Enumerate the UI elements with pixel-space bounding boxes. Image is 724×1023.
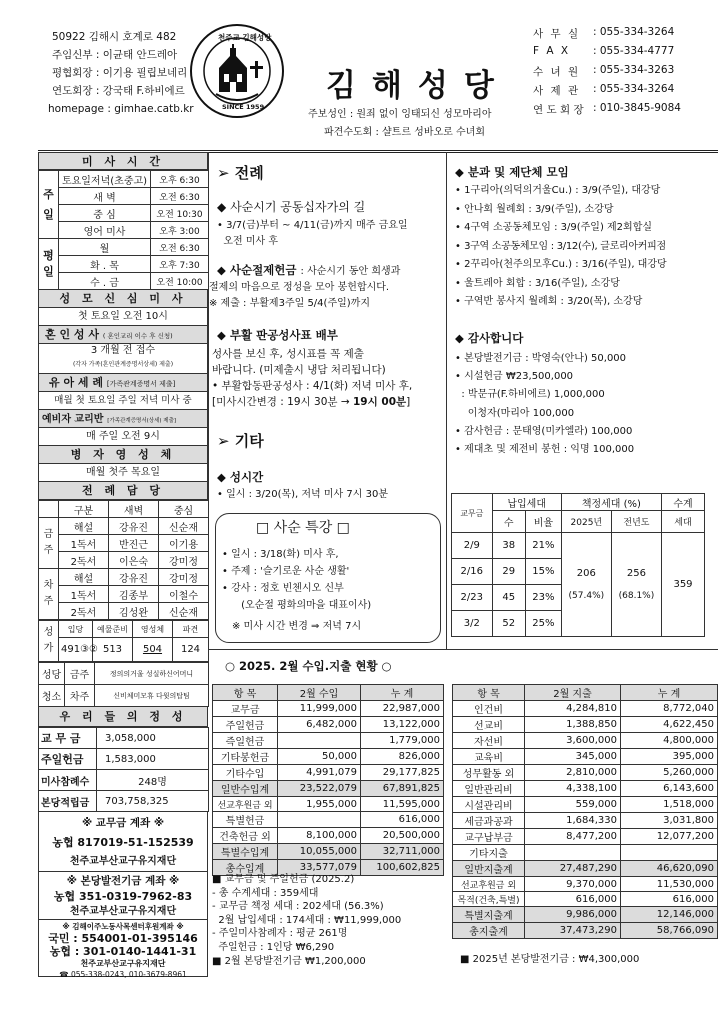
- tithe-table: 교무금 납입세대 책정세대 (%) 수계 수 비율 2025년 전년도 세대 2/9 38 21% 206 (57.4%) 256 (68.1%) 359 2/16 29 15% 2/23 45 23% 3/2 52 25%: [451, 493, 705, 637]
- finance-row: [453, 892, 718, 907]
- item-label: 총수입계: [213, 860, 278, 876]
- item-label: 시설관리비: [453, 797, 525, 813]
- item-label: 일반관리비: [453, 781, 525, 797]
- mass-name: 화 . 목: [59, 256, 151, 273]
- item-amount: 8,477,200: [525, 829, 621, 845]
- item-amount: 3,600,000: [525, 733, 621, 749]
- church-logo: [190, 24, 284, 118]
- lent-lecture-details: • 일시 : 3/18(화) 미사 후, • 주제 : '슬기로운 사순 생활' • 강사 : 정호 빈첸시오 신부 (오순절 평화의마을 대표이사): [222, 549, 372, 611]
- item-amount: 37,473,290: [525, 923, 621, 939]
- finance-row: [213, 765, 444, 781]
- homepage-link[interactable]: homepage : gimhae.catb.kr: [48, 103, 194, 115]
- item-amount: 13,122,000: [361, 717, 444, 733]
- mass-name: 중 심: [59, 205, 151, 222]
- item-amount: 50,000: [278, 749, 361, 765]
- easter-confession-title: ◆ 부활 판공성사표 배부: [217, 328, 338, 342]
- item-amount: 4,622,450: [621, 717, 718, 733]
- item-label: 기타지출: [453, 845, 525, 861]
- finance-row: [213, 844, 444, 860]
- finance-row: [453, 701, 718, 717]
- lent-lecture-title: □ 사순 특강 □: [256, 520, 350, 536]
- sick-title: 병 자 영 성 체: [38, 446, 208, 464]
- item-amount: 2,810,000: [525, 765, 621, 781]
- this-week-label: 금주: [39, 518, 59, 569]
- finance-row: [213, 733, 444, 749]
- finance-title: ○ 2025. 2월 수입.지출 현황 ○: [225, 659, 392, 673]
- offering-title: 우 리 들 의 정 성: [38, 707, 208, 727]
- item-amount: 1,388,850: [525, 717, 621, 733]
- stations-text: • 3/7(금)부터 ~ 4/11(금)까지 매주 금요일 오전 미사 후: [217, 220, 408, 247]
- lent-offering-title: ◆ 사순절제헌금 : 사순시기 동안 희생과: [217, 263, 401, 277]
- finance-row: [453, 845, 718, 861]
- dev-fund-total: ■ 2025년 본당발전기금 : ₩4,300,000: [460, 954, 640, 965]
- item-label: 특별헌금: [213, 812, 278, 828]
- finance-row: [453, 923, 718, 939]
- groups-list: • 1구리아(의덕의거울Cu.) : 3/9(주일), 대강당 • 안나회 월례회 : 3/9(주일), 소강당 • 4구역 소공동체모임 : 3/9(주일) 제2회합실 • 3구역 소공동체모임 : 3/12(수), 글로리아커피점 • 2꾸리아(천주의모후Cu.) : 3/16(주일), 대강당 • 울트레아 회합 : 3/16(주일), 소강당 • 구역반 봉사지 월례회 : 3/20(목), 소강당: [455, 185, 667, 307]
- item-amount: 1,955,000: [278, 797, 361, 812]
- item-amount: 616,000: [621, 892, 718, 907]
- mass-time: 오후 7:30: [151, 256, 209, 273]
- infant-text: 매월 첫 토요일 주일 저녁 미사 중: [38, 392, 208, 410]
- tithe-prev: 256 (68.1%): [611, 533, 661, 637]
- finance-row: [453, 861, 718, 877]
- offering-table: 교 무 금 3,058,000 주일헌금 1,583,000 미사참례수 248명 본당적립금 703,758,325: [38, 727, 209, 812]
- column-header: 항 목: [213, 685, 278, 701]
- dev-fund-account: ※ 본당발전기금 계좌 ※ 농협 351-0319-7962-83 천주교부산교구유지재단: [38, 872, 208, 920]
- mass-time: 오전 6:30: [151, 188, 209, 205]
- contact-convent: 수 녀 원 : 055-334-3263: [533, 64, 675, 78]
- weekday-label: 평일: [39, 239, 59, 290]
- finance-header-row: [213, 685, 444, 701]
- item-amount: 9,370,000: [525, 877, 621, 892]
- item-amount: 11,595,000: [361, 797, 444, 812]
- liturgy-column: [208, 152, 447, 649]
- item-label: 교구납부금: [453, 829, 525, 845]
- logo-since: SINCE 1959: [222, 103, 265, 111]
- item-amount: 6,482,000: [278, 717, 361, 733]
- item-amount: 4,800,000: [621, 733, 718, 749]
- lent-lecture-note: ※ 미사 시간 변경 ⇒ 저녁 7시: [232, 621, 362, 632]
- finance-row: [453, 781, 718, 797]
- item-amount: 20,500,000: [361, 828, 444, 844]
- item-amount: 826,000: [361, 749, 444, 765]
- column-header: 2월 지출: [525, 685, 621, 701]
- income-table: [212, 684, 444, 876]
- item-amount: 11,999,000: [278, 701, 361, 717]
- item-amount: 5,260,000: [621, 765, 718, 781]
- item-label: 특별지출계: [453, 907, 525, 923]
- item-amount: 345,000: [525, 749, 621, 765]
- hymn-label: 성가: [39, 621, 59, 662]
- item-amount: 4,284,810: [525, 701, 621, 717]
- column-header: 누 계: [621, 685, 718, 701]
- address: 50922 김해시 호계로 482: [52, 31, 177, 43]
- column-header: 2월 수입: [278, 685, 361, 701]
- item-label: 총지출계: [453, 923, 525, 939]
- lent-lecture-box: [215, 513, 441, 643]
- item-amount: 58,766,090: [621, 923, 718, 939]
- duty-table: 구분 새벽 중심 금주 해설 강유진 신순재 1독서 반진근 이기용 2독서 이은숙 강미정 차주 해설 강유진 강미정 1독서 김종부 이철수 2독서 김성완 신순재: [38, 500, 209, 620]
- item-label: 기타봉헌금: [213, 749, 278, 765]
- item-label: 선교비: [453, 717, 525, 733]
- item-amount: 3,031,800: [621, 813, 718, 829]
- item-amount: 9,986,000: [525, 907, 621, 923]
- item-label: 자선비: [453, 733, 525, 749]
- item-label: 인건비: [453, 701, 525, 717]
- left-column: [38, 152, 208, 979]
- marriage-title: 혼 인 성 사 ( 혼인교리 이수 후 신청): [38, 326, 208, 344]
- mass-time: 오전 6:30: [151, 239, 209, 256]
- tithe-2025: 206 (57.4%): [561, 533, 611, 637]
- item-amount: [278, 733, 361, 749]
- item-label: 교육비: [453, 749, 525, 765]
- column-header: 항 목: [453, 685, 525, 701]
- expense-table: [452, 684, 718, 939]
- item-label: 목적(건축,특별): [453, 892, 525, 907]
- religious-order: 파견수도회 : 샬트르 성바오로 수녀회: [324, 127, 485, 138]
- finance-divider: [208, 649, 718, 650]
- item-label: 선교후원금 외: [453, 877, 525, 892]
- finance-row: [213, 781, 444, 797]
- item-amount: 559,000: [525, 797, 621, 813]
- sunday-label: 주일: [39, 171, 59, 239]
- finance-row: [213, 701, 444, 717]
- finance-header-row: [453, 685, 718, 701]
- pastor: 주임신부 : 이균태 안드레아: [52, 49, 178, 61]
- mass-name: 토요일저녁(초중고): [59, 171, 151, 188]
- item-amount: 67,891,825: [361, 781, 444, 797]
- item-label: 세금과공과: [453, 813, 525, 829]
- item-amount: 33,577,079: [278, 860, 361, 876]
- item-amount: 29,177,825: [361, 765, 444, 781]
- item-amount: 4,338,100: [525, 781, 621, 797]
- finance-row: [453, 765, 718, 781]
- infant-title: 유 아 세 례 [가족관계증명서 제출]: [38, 374, 208, 392]
- item-amount: 1,518,000: [621, 797, 718, 813]
- item-label: 일반수입계: [213, 781, 278, 797]
- contact-yeondo: 연 도 회 장 : 010-3845-9084: [533, 102, 681, 116]
- item-amount: 616,000: [525, 892, 621, 907]
- item-label: 교무금: [213, 701, 278, 717]
- item-amount: 23,522,079: [278, 781, 361, 797]
- item-amount: [525, 845, 621, 861]
- thanks-title: ◆ 감사합니다: [455, 331, 524, 345]
- sungmo-title: 성 모 신 심 미 사: [38, 290, 208, 308]
- duty-title: 전 례 담 당: [38, 482, 208, 500]
- contact-fax: F A X : 055-334-4777: [533, 45, 675, 57]
- finance-row: [213, 812, 444, 828]
- mass-name: 새 벽: [59, 188, 151, 205]
- item-amount: 1,684,330: [525, 813, 621, 829]
- mass-name: 수 . 금: [59, 273, 151, 290]
- item-label: 특별수입계: [213, 844, 278, 860]
- tithe-account: ※ 교무금 계좌 ※ 농협 817019-51-152539 천주교부산교구유지재단: [38, 812, 208, 872]
- patron-saint: 주보성인 : 원죄 없이 잉태되신 성모마리아: [308, 109, 492, 120]
- finance-row: [453, 829, 718, 845]
- etc-heading: ➢ 기타: [217, 432, 264, 450]
- item-label: 기타수입: [213, 765, 278, 781]
- finance-row: [453, 733, 718, 749]
- contact-office: 사 무 실 : 055-334-3264: [533, 26, 675, 40]
- thanks-list: • 본당발전기금 : 박영숙(안나) 50,000 • 시설헌금 ₩23,500,000 : 박문규(F.하비에르) 1,000,000 이청자(마리아 100,000 • 감사헌금 : 문태영(미카엘라) 100,000 • 제대초 및 제전비 봉헌 : 익명 100,000: [455, 353, 635, 456]
- item-label: 건축헌금 외: [213, 828, 278, 844]
- finance-row: [453, 749, 718, 765]
- finance-row: [453, 877, 718, 892]
- item-amount: [621, 845, 718, 861]
- groups-title: ◆ 분과 및 제단체 모임: [455, 165, 569, 179]
- sick-text: 매월 첫주 목요일: [38, 464, 208, 482]
- marriage-info: 3 개월 전 접수 (각자 가족(혼인관계증명서상세) 제출): [38, 344, 208, 374]
- mass-times-table: [38, 170, 209, 290]
- mass-times-title: 미 사 시 간: [38, 152, 208, 170]
- finance-row: [213, 797, 444, 812]
- liturgy-heading: ➢ 전례: [217, 164, 264, 182]
- mass-time: 오후 3:00: [151, 222, 209, 239]
- easter-confession-text: 성사를 보신 후, 성시표를 꼭 제출 바랍니다. (미제출시 냉담 처리됩니다) • 부활합동판공성사 : 4/1(화) 저녁 미사 후, [미사시간변경 : 19시 30분 → 19시 00분]: [212, 348, 413, 408]
- mass-name: 영어 미사: [59, 222, 151, 239]
- item-amount: 616,000: [361, 812, 444, 828]
- holy-hour-text: • 일시 : 3/20(목), 저녁 미사 7시 30분: [217, 489, 388, 500]
- hymn-table: 성가 입당 예물준비 영성체 파견 491③② 513 504 124: [38, 620, 209, 662]
- item-amount: 395,000: [621, 749, 718, 765]
- prep-text: 매 주일 오전 9시: [38, 428, 208, 446]
- item-label: 성무활동 외: [453, 765, 525, 781]
- cleaning-table: 성당 금주 정의의거울 성실하신어머니 청소 차주 신비체미모휴 다윗의탑팀: [38, 662, 209, 707]
- header: [40, 26, 720, 150]
- finance-row: [213, 717, 444, 733]
- column-header: 누 계: [361, 685, 444, 701]
- finance-row: [453, 813, 718, 829]
- holy-hour-title: ◆ 성시간: [217, 470, 264, 484]
- item-amount: 11,530,000: [621, 877, 718, 892]
- logo-text: 천주교 김해성당: [218, 33, 272, 42]
- item-label: 선교후원금 외: [213, 797, 278, 812]
- item-amount: 46,620,090: [621, 861, 718, 877]
- finance-row: [453, 717, 718, 733]
- item-amount: 12,146,000: [621, 907, 718, 923]
- item-amount: 10,055,000: [278, 844, 361, 860]
- finance-notes: ■ 교무금 및 주일헌금 (2025.2) - 총 수계세대 : 359세대 - 교무금 책정 세대 : 202세대 (56.3%) 2월 납입세대 : 174세대 : ₩11,999,000 - 주일미사참례자 : 평균 261명 주일헌금 : 1인당 ₩6,290 ■ 2월 본당발전기금 ₩1,200,000: [212, 874, 402, 967]
- yeondo-president: 연도회장 : 강국태 F.하비에르: [52, 85, 185, 97]
- mass-time: 오후 6:30: [151, 171, 209, 188]
- item-amount: 32,711,000: [361, 844, 444, 860]
- item-amount: 27,487,290: [525, 861, 621, 877]
- lent-offering-text: 절제의 마음으로 정성을 모아 봉헌합시다. ※ 제출 : 부활제3주일 5/4(주일)까지: [209, 282, 390, 309]
- sungmo-text: 첫 토요일 오전 10시: [38, 308, 208, 326]
- finance-row: [213, 749, 444, 765]
- finance-row: [453, 797, 718, 813]
- item-label: 일반지출계: [453, 861, 525, 877]
- item-amount: 12,077,200: [621, 829, 718, 845]
- item-amount: 1,779,000: [361, 733, 444, 749]
- migrant-account: ※ 김해이주노동사목센터후원계좌 ※ 국민 : 554001-01-395146 농협 : 301-0140-1441-31 천주교부산교구유지재단 ☎ 055-338-0243, 010-3679-8961: [38, 920, 208, 977]
- item-amount: 8,772,040: [621, 701, 718, 717]
- mass-time: 오전 10:30: [151, 205, 209, 222]
- stations-title: ◆ 사순시기 공동십자가의 길: [217, 200, 366, 214]
- item-amount: 4,991,079: [278, 765, 361, 781]
- mass-name: 월: [59, 239, 151, 256]
- item-label: 주일헌금: [213, 717, 278, 733]
- council-president: 평협회장 : 이기용 필립보네리: [52, 67, 188, 79]
- item-amount: 6,143,600: [621, 781, 718, 797]
- finance-row: [213, 828, 444, 844]
- contact-rectory: 사 제 관 : 055-334-3264: [533, 83, 675, 97]
- next-week-label: 차주: [39, 569, 59, 620]
- mass-time: 오전 10:00: [151, 273, 209, 290]
- item-amount: 100,602,825: [361, 860, 444, 876]
- finance-row: [453, 907, 718, 923]
- item-amount: 22,987,000: [361, 701, 444, 717]
- page-title: 김해성당: [326, 68, 510, 104]
- item-amount: [278, 812, 361, 828]
- prep-title: 예비자 교리반 [가족관계증명서(상세) 제출]: [38, 410, 208, 428]
- item-label: 즉일헌금: [213, 733, 278, 749]
- item-amount: 8,100,000: [278, 828, 361, 844]
